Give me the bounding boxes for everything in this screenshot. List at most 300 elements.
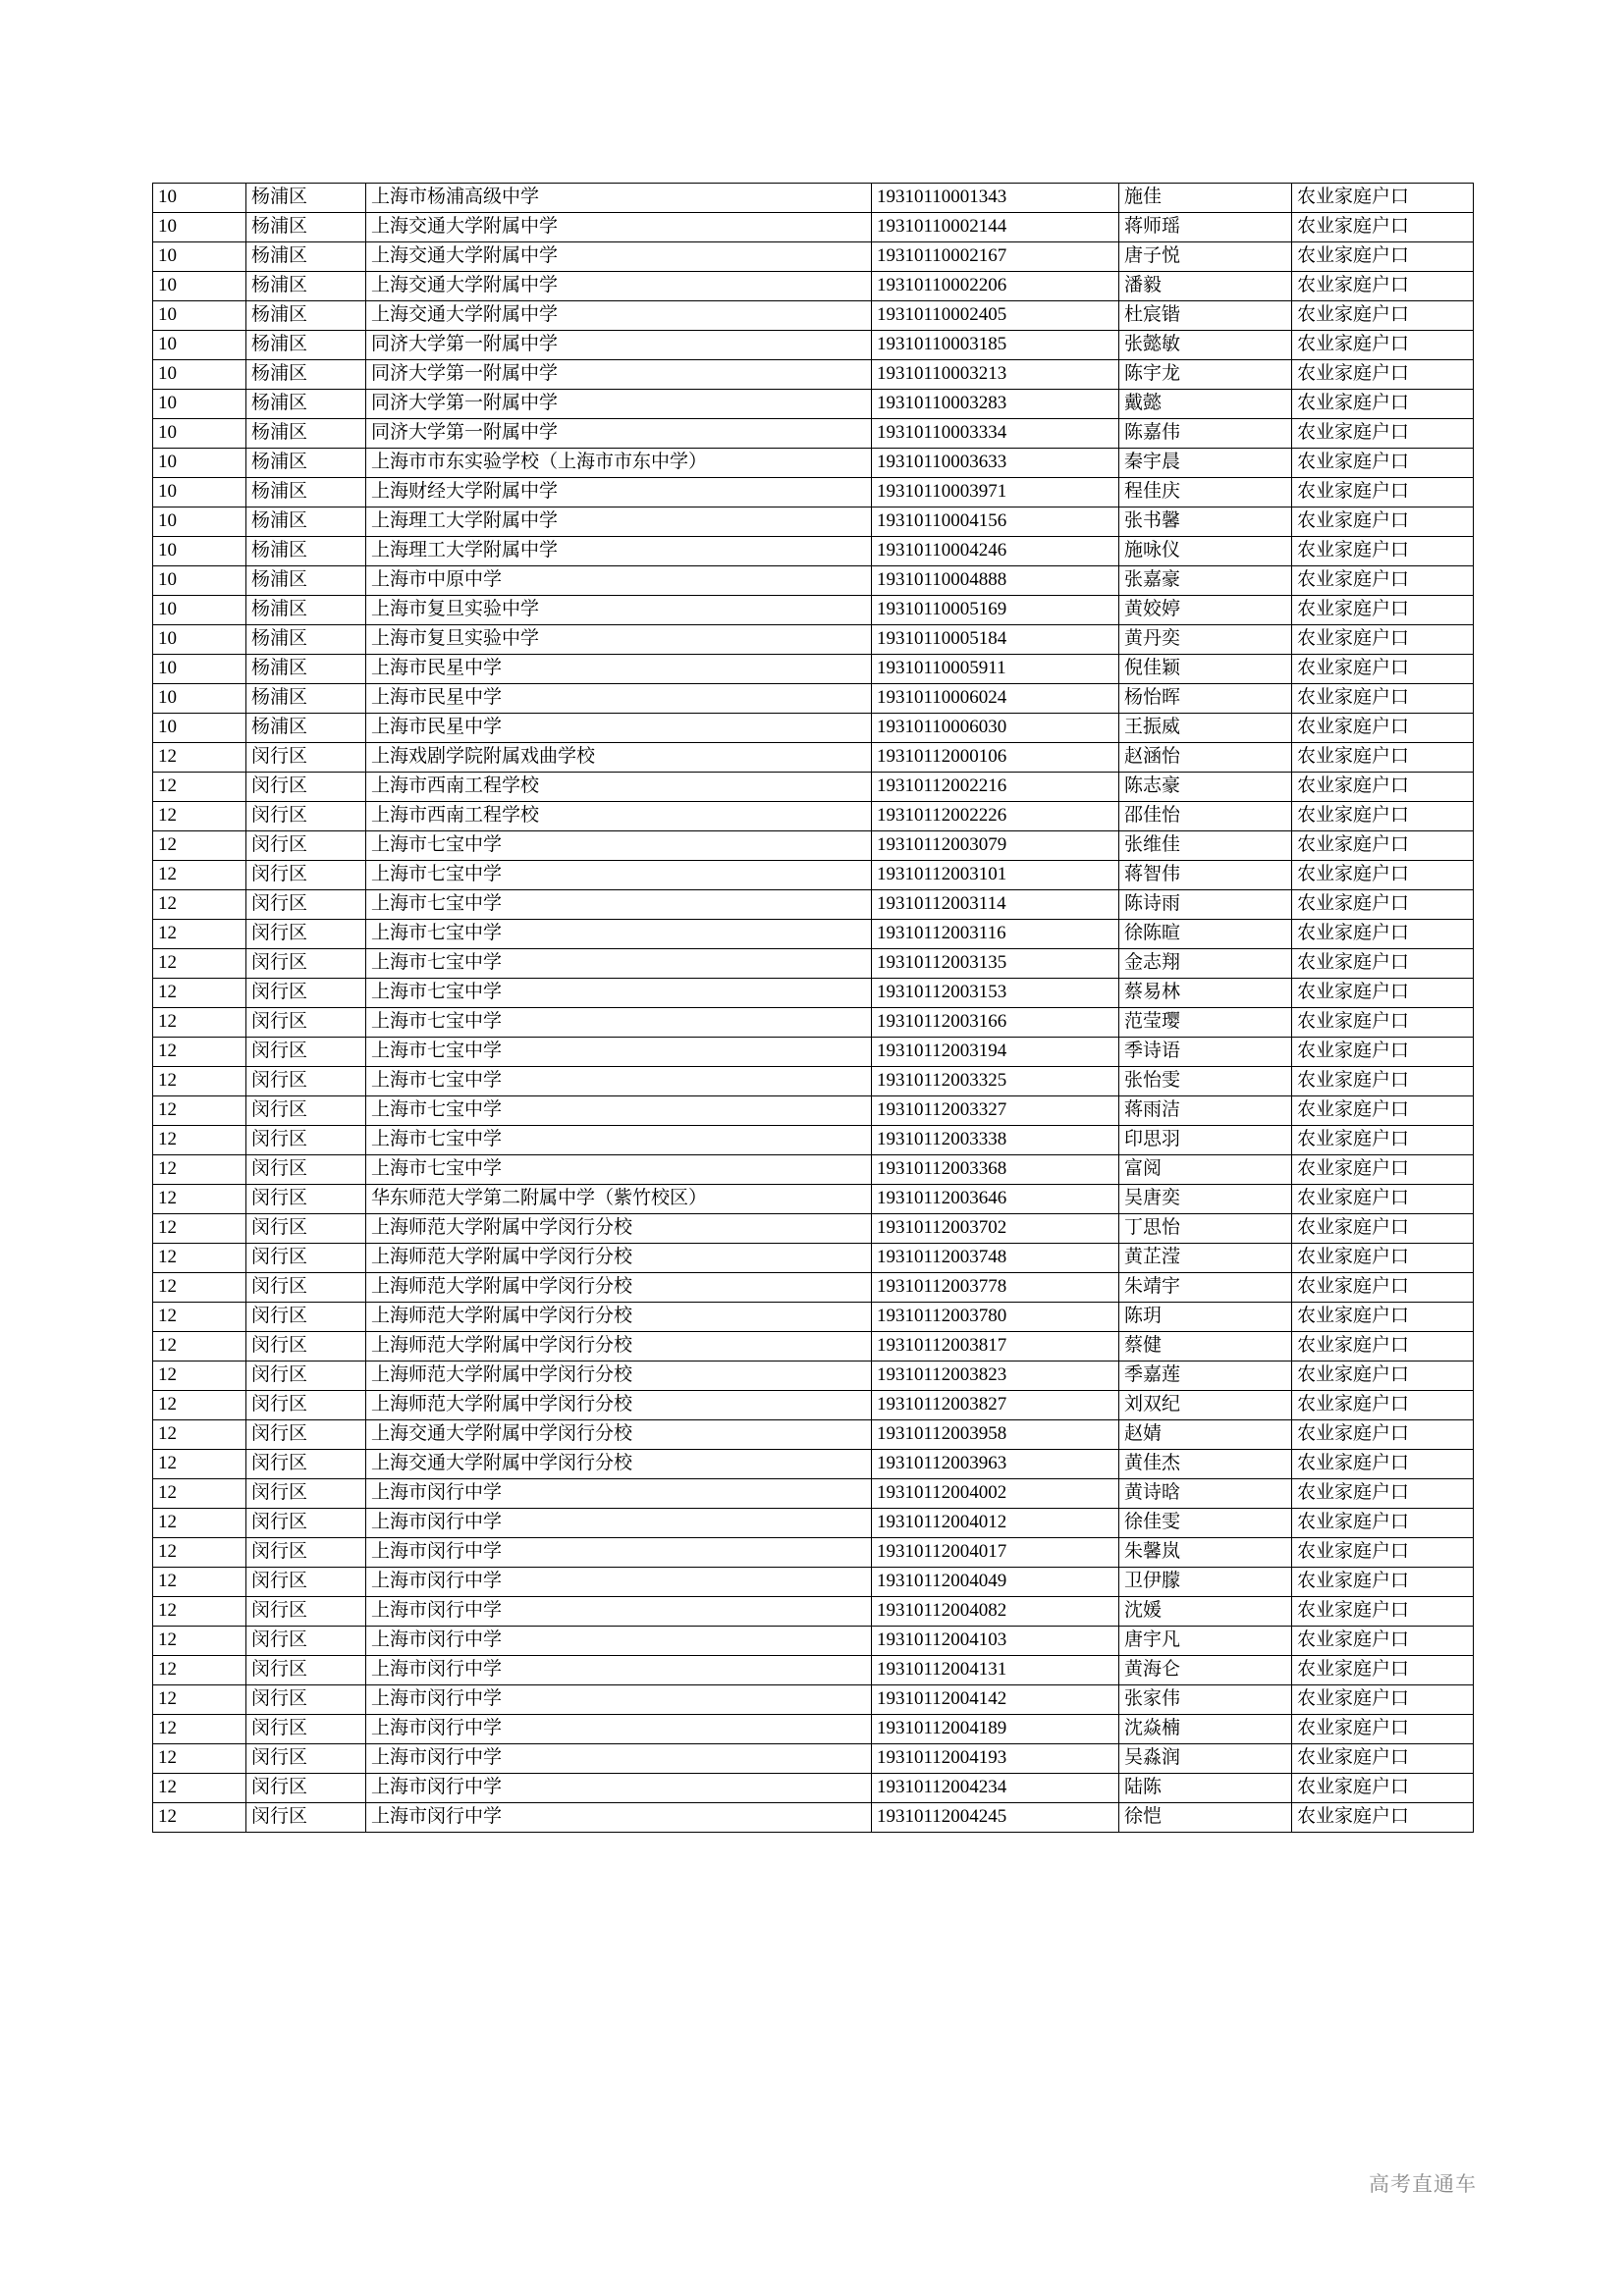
table-row [153,743,1474,773]
school-name: 上海师范大学附属中学闵行分校 [366,1303,872,1332]
district-name: 闵行区 [246,861,366,890]
district-code: 12 [153,1391,246,1420]
district-code: 12 [153,1715,246,1744]
table-row [153,1656,1474,1685]
district-code: 12 [153,743,246,773]
school-name: 上海市闵行中学 [366,1509,872,1538]
table-row [153,1185,1474,1214]
table-row [153,1096,1474,1126]
district-name: 杨浦区 [246,714,366,743]
household-type: 农业家庭户口 [1292,1155,1474,1185]
exam-number: 19310110004888 [872,566,1119,596]
school-name: 上海理工大学附属中学 [366,537,872,566]
table-row [153,1332,1474,1362]
exam-number: 19310112004142 [872,1685,1119,1715]
district-name: 闵行区 [246,1509,366,1538]
student-name: 蒋师瑶 [1119,213,1292,242]
student-name: 黄芷滢 [1119,1244,1292,1273]
district-name: 闵行区 [246,1362,366,1391]
household-type: 农业家庭户口 [1292,242,1474,272]
district-code: 12 [153,1038,246,1067]
exam-number: 19310112004131 [872,1656,1119,1685]
household-type: 农业家庭户口 [1292,1774,1474,1803]
school-name: 上海市闵行中学 [366,1803,872,1833]
exam-number: 19310112003958 [872,1420,1119,1450]
school-name: 上海市杨浦高级中学 [366,184,872,213]
district-name: 闵行区 [246,1420,366,1450]
exam-number: 19310112004245 [872,1803,1119,1833]
student-name: 徐陈暄 [1119,920,1292,949]
table-row [153,596,1474,625]
table-row [153,1038,1474,1067]
exam-number: 19310112003116 [872,920,1119,949]
district-code: 12 [153,1214,246,1244]
exam-number: 19310112002216 [872,773,1119,802]
district-name: 闵行区 [246,979,366,1008]
district-code: 10 [153,419,246,449]
exam-number: 19310112004193 [872,1744,1119,1774]
district-name: 杨浦区 [246,596,366,625]
student-name: 黄海仑 [1119,1656,1292,1685]
district-name: 杨浦区 [246,449,366,478]
school-name: 上海师范大学附属中学闵行分校 [366,1332,872,1362]
table-row [153,184,1474,213]
district-code: 12 [153,1126,246,1155]
household-type: 农业家庭户口 [1292,449,1474,478]
district-code: 12 [153,1627,246,1656]
district-name: 闵行区 [246,1774,366,1803]
district-name: 闵行区 [246,1332,366,1362]
school-name: 上海交通大学附属中学 [366,242,872,272]
district-name: 杨浦区 [246,184,366,213]
exam-number: 19310110006030 [872,714,1119,743]
exam-number: 19310110002405 [872,301,1119,331]
school-name: 上海师范大学附属中学闵行分校 [366,1214,872,1244]
district-name: 杨浦区 [246,272,366,301]
district-code: 12 [153,1538,246,1568]
district-code: 10 [153,537,246,566]
exam-number: 19310112004012 [872,1509,1119,1538]
district-name: 杨浦区 [246,390,366,419]
school-name: 上海师范大学附属中学闵行分校 [366,1391,872,1420]
household-type: 农业家庭户口 [1292,1362,1474,1391]
exam-number: 19310112004189 [872,1715,1119,1744]
district-name: 闵行区 [246,1568,366,1597]
student-name: 陈玥 [1119,1303,1292,1332]
household-type: 农业家庭户口 [1292,861,1474,890]
table-row [153,360,1474,390]
exam-number: 19310112003135 [872,949,1119,979]
district-name: 闵行区 [246,890,366,920]
student-name: 丁思怡 [1119,1214,1292,1244]
district-code: 12 [153,1185,246,1214]
school-name: 上海交通大学附属中学闵行分校 [366,1450,872,1479]
household-type: 农业家庭户口 [1292,1126,1474,1155]
table-row [153,1391,1474,1420]
table-row [153,301,1474,331]
student-name: 朱靖宇 [1119,1273,1292,1303]
school-name: 上海市七宝中学 [366,920,872,949]
student-name: 潘毅 [1119,272,1292,301]
household-type: 农业家庭户口 [1292,390,1474,419]
school-name: 同济大学第一附属中学 [366,390,872,419]
student-name: 张家伟 [1119,1685,1292,1715]
student-name: 蔡易林 [1119,979,1292,1008]
district-name: 杨浦区 [246,331,366,360]
district-name: 杨浦区 [246,419,366,449]
school-name: 上海交通大学附属中学闵行分校 [366,1420,872,1450]
exam-number: 19310112003079 [872,831,1119,861]
school-name: 上海交通大学附属中学 [366,301,872,331]
district-name: 杨浦区 [246,566,366,596]
watermark-label: 高考直通车 [1369,2173,1477,2196]
exam-number: 19310112004234 [872,1774,1119,1803]
district-code: 12 [153,1597,246,1627]
household-type: 农业家庭户口 [1292,1420,1474,1450]
district-code: 10 [153,625,246,655]
exam-number: 19310110001343 [872,184,1119,213]
district-name: 闵行区 [246,1038,366,1067]
exam-number: 19310112003101 [872,861,1119,890]
district-code: 10 [153,684,246,714]
household-type: 农业家庭户口 [1292,478,1474,507]
table-row [153,1685,1474,1715]
school-name: 上海市复旦实验中学 [366,625,872,655]
table-row [153,684,1474,714]
student-name: 张书馨 [1119,507,1292,537]
school-name: 上海市闵行中学 [366,1597,872,1627]
household-type: 农业家庭户口 [1292,831,1474,861]
district-name: 闵行区 [246,1126,366,1155]
school-name: 上海市七宝中学 [366,1155,872,1185]
district-name: 杨浦区 [246,242,366,272]
district-code: 12 [153,831,246,861]
household-type: 农业家庭户口 [1292,507,1474,537]
district-name: 闵行区 [246,1479,366,1509]
student-name: 富阅 [1119,1155,1292,1185]
table-row [153,1273,1474,1303]
table-row [153,1568,1474,1597]
district-name: 闵行区 [246,1214,366,1244]
table-row [153,419,1474,449]
table-row [153,655,1474,684]
student-name: 唐子悦 [1119,242,1292,272]
exam-number: 19310110003213 [872,360,1119,390]
student-name: 赵婧 [1119,1420,1292,1450]
student-name: 赵涵怡 [1119,743,1292,773]
household-type: 农业家庭户口 [1292,1096,1474,1126]
exam-number: 19310110004156 [872,507,1119,537]
school-name: 上海师范大学附属中学闵行分校 [366,1362,872,1391]
district-code: 12 [153,1568,246,1597]
district-name: 杨浦区 [246,655,366,684]
exam-number: 19310110002206 [872,272,1119,301]
student-name: 程佳庆 [1119,478,1292,507]
student-name: 徐佳雯 [1119,1509,1292,1538]
table-row [153,1126,1474,1155]
student-name: 张怡雯 [1119,1067,1292,1096]
school-name: 上海市民星中学 [366,714,872,743]
district-code: 12 [153,890,246,920]
table-row [153,1067,1474,1096]
student-name: 倪佳颖 [1119,655,1292,684]
household-type: 农业家庭户口 [1292,1627,1474,1656]
exam-number: 19310110002167 [872,242,1119,272]
district-name: 闵行区 [246,1450,366,1479]
student-name: 陈诗雨 [1119,890,1292,920]
table-row [153,1803,1474,1833]
school-name: 同济大学第一附属中学 [366,419,872,449]
household-type: 农业家庭户口 [1292,596,1474,625]
table-row [153,920,1474,949]
table-row [153,949,1474,979]
table-row [153,1303,1474,1332]
roster-table [152,183,1474,1833]
student-name: 金志翔 [1119,949,1292,979]
household-type: 农业家庭户口 [1292,802,1474,831]
district-code: 10 [153,331,246,360]
table-row [153,478,1474,507]
school-name: 上海市七宝中学 [366,831,872,861]
household-type: 农业家庭户口 [1292,890,1474,920]
household-type: 农业家庭户口 [1292,1067,1474,1096]
school-name: 同济大学第一附属中学 [366,360,872,390]
district-name: 闵行区 [246,920,366,949]
table-row [153,1744,1474,1774]
table-row [153,1450,1474,1479]
table-row [153,272,1474,301]
school-name: 华东师范大学第二附属中学（紫竹校区） [366,1185,872,1214]
household-type: 农业家庭户口 [1292,1391,1474,1420]
district-name: 闵行区 [246,949,366,979]
student-name: 范莹璎 [1119,1008,1292,1038]
exam-number: 19310112003702 [872,1214,1119,1244]
school-name: 上海市七宝中学 [366,1096,872,1126]
household-type: 农业家庭户口 [1292,537,1474,566]
household-type: 农业家庭户口 [1292,1038,1474,1067]
student-name: 卫伊朦 [1119,1568,1292,1597]
student-name: 印思羽 [1119,1126,1292,1155]
table-row [153,773,1474,802]
district-name: 杨浦区 [246,360,366,390]
exam-number: 19310112003153 [872,979,1119,1008]
district-name: 闵行区 [246,1685,366,1715]
district-code: 12 [153,773,246,802]
school-name: 上海市闵行中学 [366,1656,872,1685]
school-name: 上海市七宝中学 [366,1038,872,1067]
district-code: 10 [153,566,246,596]
district-code: 12 [153,1096,246,1126]
school-name: 上海市七宝中学 [366,949,872,979]
table-row [153,1479,1474,1509]
table-row [153,449,1474,478]
district-name: 闵行区 [246,1715,366,1744]
district-name: 杨浦区 [246,507,366,537]
school-name: 上海理工大学附属中学 [366,507,872,537]
district-code: 12 [153,1008,246,1038]
district-name: 闵行区 [246,1008,366,1038]
table-row [153,1008,1474,1038]
student-name: 张嘉豪 [1119,566,1292,596]
district-name: 闵行区 [246,1155,366,1185]
school-name: 上海市闵行中学 [366,1538,872,1568]
exam-number: 19310112000106 [872,743,1119,773]
household-type: 农业家庭户口 [1292,1185,1474,1214]
exam-number: 19310112004049 [872,1568,1119,1597]
student-name: 蔡健 [1119,1332,1292,1362]
student-name: 蒋雨洁 [1119,1096,1292,1126]
household-type: 农业家庭户口 [1292,949,1474,979]
exam-number: 19310112004103 [872,1627,1119,1656]
student-name: 施咏仪 [1119,537,1292,566]
student-name: 吴唐奕 [1119,1185,1292,1214]
table-row [153,1509,1474,1538]
district-name: 杨浦区 [246,478,366,507]
household-type: 农业家庭户口 [1292,1008,1474,1038]
student-name: 杨怡晖 [1119,684,1292,714]
exam-number: 19310112003166 [872,1008,1119,1038]
student-name: 陈志豪 [1119,773,1292,802]
household-type: 农业家庭户口 [1292,1479,1474,1509]
student-name: 吴淼润 [1119,1744,1292,1774]
student-name: 陆陈 [1119,1774,1292,1803]
district-name: 闵行区 [246,1303,366,1332]
table-row [153,390,1474,419]
household-type: 农业家庭户口 [1292,655,1474,684]
district-name: 闵行区 [246,1244,366,1273]
school-name: 同济大学第一附属中学 [366,331,872,360]
exam-number: 19310112003325 [872,1067,1119,1096]
student-name: 秦宇晨 [1119,449,1292,478]
student-name: 沈焱楠 [1119,1715,1292,1744]
district-name: 闵行区 [246,1627,366,1656]
district-name: 闵行区 [246,1744,366,1774]
district-code: 12 [153,1303,246,1332]
household-type: 农业家庭户口 [1292,625,1474,655]
roster-table-container [152,183,1473,1833]
student-name: 黄诗晗 [1119,1479,1292,1509]
district-name: 闵行区 [246,1185,366,1214]
household-type: 农业家庭户口 [1292,331,1474,360]
school-name: 上海市七宝中学 [366,861,872,890]
student-name: 王振威 [1119,714,1292,743]
district-code: 10 [153,272,246,301]
roster-table-body [153,184,1474,1833]
district-code: 10 [153,184,246,213]
district-code: 12 [153,1067,246,1096]
district-name: 闵行区 [246,1656,366,1685]
school-name: 上海市七宝中学 [366,1126,872,1155]
exam-number: 19310112003338 [872,1126,1119,1155]
exam-number: 19310110005184 [872,625,1119,655]
exam-number: 19310112003817 [872,1332,1119,1362]
exam-number: 19310112003827 [872,1391,1119,1420]
school-name: 上海市闵行中学 [366,1685,872,1715]
school-name: 上海市西南工程学校 [366,802,872,831]
table-row [153,1155,1474,1185]
table-row [153,979,1474,1008]
district-name: 闵行区 [246,1067,366,1096]
district-code: 12 [153,1362,246,1391]
exam-number: 19310110003185 [872,331,1119,360]
school-name: 上海市闵行中学 [366,1744,872,1774]
district-code: 12 [153,1803,246,1833]
student-name: 季诗语 [1119,1038,1292,1067]
school-name: 上海戏剧学院附属戏曲学校 [366,743,872,773]
table-row [153,566,1474,596]
exam-number: 19310112004017 [872,1538,1119,1568]
district-code: 10 [153,449,246,478]
district-code: 12 [153,1244,246,1273]
table-row [153,1214,1474,1244]
district-name: 闵行区 [246,1803,366,1833]
household-type: 农业家庭户口 [1292,184,1474,213]
district-code: 12 [153,979,246,1008]
student-name: 朱馨岚 [1119,1538,1292,1568]
district-code: 12 [153,1273,246,1303]
district-code: 10 [153,242,246,272]
district-code: 12 [153,1479,246,1509]
household-type: 农业家庭户口 [1292,1597,1474,1627]
exam-number: 19310112003963 [872,1450,1119,1479]
district-code: 12 [153,1656,246,1685]
student-name: 黄丹奕 [1119,625,1292,655]
table-row [153,507,1474,537]
student-name: 唐宇凡 [1119,1627,1292,1656]
student-name: 刘双纪 [1119,1391,1292,1420]
table-row [153,714,1474,743]
district-name: 闵行区 [246,1273,366,1303]
exam-number: 19310112004082 [872,1597,1119,1627]
table-row [153,1420,1474,1450]
exam-number: 19310110003971 [872,478,1119,507]
household-type: 农业家庭户口 [1292,1538,1474,1568]
exam-number: 19310112003780 [872,1303,1119,1332]
exam-number: 19310110003283 [872,390,1119,419]
school-name: 上海市七宝中学 [366,1067,872,1096]
student-name: 张懿敏 [1119,331,1292,360]
district-code: 12 [153,1509,246,1538]
district-name: 闵行区 [246,773,366,802]
household-type: 农业家庭户口 [1292,1450,1474,1479]
district-code: 12 [153,1685,246,1715]
district-name: 杨浦区 [246,213,366,242]
district-name: 闵行区 [246,802,366,831]
household-type: 农业家庭户口 [1292,566,1474,596]
exam-number: 19310112003823 [872,1362,1119,1391]
district-code: 12 [153,949,246,979]
district-code: 12 [153,1332,246,1362]
household-type: 农业家庭户口 [1292,1303,1474,1332]
district-name: 杨浦区 [246,684,366,714]
household-type: 农业家庭户口 [1292,1744,1474,1774]
district-name: 闵行区 [246,1597,366,1627]
exam-number: 19310112003748 [872,1244,1119,1273]
household-type: 农业家庭户口 [1292,1332,1474,1362]
district-name: 闵行区 [246,831,366,861]
school-name: 上海市七宝中学 [366,1008,872,1038]
table-row [153,1362,1474,1391]
household-type: 农业家庭户口 [1292,1568,1474,1597]
school-name: 上海市闵行中学 [366,1627,872,1656]
household-type: 农业家庭户口 [1292,360,1474,390]
student-name: 黄姣婷 [1119,596,1292,625]
student-name: 邵佳怡 [1119,802,1292,831]
district-code: 12 [153,1774,246,1803]
school-name: 上海市西南工程学校 [366,773,872,802]
district-code: 10 [153,301,246,331]
table-row [153,1627,1474,1656]
